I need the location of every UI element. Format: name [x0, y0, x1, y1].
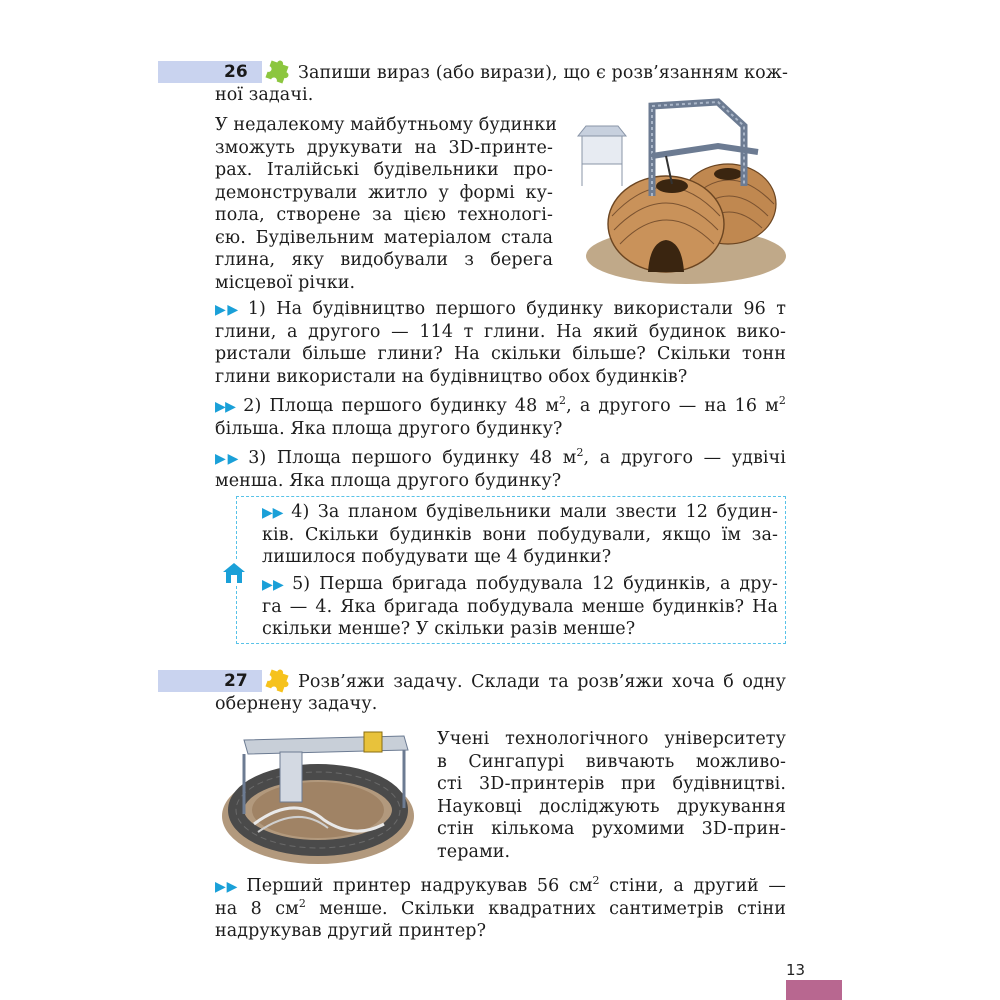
page-tab: [786, 980, 842, 1000]
problem-line: скільки менше? У скільки разів менше?: [262, 619, 636, 639]
problem-line: ристали більше глини? На скільки більше? Скільки тонн: [215, 344, 786, 364]
intro-line: місцевої річки.: [215, 272, 356, 293]
problem-line: більша. Яка площа другого будинку?: [215, 418, 563, 439]
problem-text: , а другого — удвічі: [583, 448, 786, 468]
problem-line: [215, 875, 786, 898]
problem-text: , а другого — на 16 м: [566, 396, 779, 416]
page-number: 13: [786, 961, 806, 979]
double-arrow-icon: ▶▶: [215, 879, 239, 895]
problem-line: глини, а другого — 114 т глини. На який будинок вико-: [215, 321, 786, 342]
instruction-line: ної задачі.: [215, 85, 314, 105]
task-27-instruction: [298, 671, 786, 694]
double-arrow-icon: ▶▶: [215, 451, 241, 467]
problem-line: ків. Скільки будинків вони побудували, якщо їм за-: [262, 524, 778, 545]
house-icon: [221, 560, 247, 586]
problem-text: 1) На будівництво першого будинку використали 96 т: [247, 299, 786, 319]
task-27-instruction-cont: [215, 693, 515, 716]
problem-line: глини використали на будівництво обох будинків?: [215, 366, 688, 387]
problem-text: стіни, а другий —: [599, 876, 786, 896]
task-27-intro: [437, 728, 786, 863]
double-arrow-icon: ▶▶: [262, 505, 284, 521]
task-26-intro: [215, 114, 558, 294]
task-26-problem-3: [215, 447, 786, 492]
problem-text: на 8 см: [215, 898, 299, 919]
task-26-instruction-cont: [215, 84, 515, 107]
problem-line: надрукував другий принтер?: [215, 921, 487, 941]
intro-line: рах. Італійські будівельники про-: [215, 160, 553, 180]
puzzle-piece-green-icon: [262, 57, 292, 87]
instruction-line: обернену задачу.: [215, 694, 378, 714]
intro-line: демонстрували житло у формі ку-: [215, 182, 553, 203]
intro-line: в Сингапурі вивчають можливо-: [437, 751, 786, 772]
problem-text: 3) Площа першого будинку 48 м: [248, 448, 577, 468]
intro-line: Учені технологічного університету: [437, 729, 786, 749]
task-26-problem-5: [262, 573, 778, 641]
task-27-problem: [215, 875, 786, 943]
instruction-line: Запиши вираз (або вирази), що є розв’язанням кож-: [298, 63, 789, 83]
superscript: 2: [778, 394, 786, 408]
intro-line: пола, створене за цією технологі-: [215, 205, 553, 225]
problem-line: менша. Яка площа другого будинку?: [215, 470, 562, 491]
double-arrow-icon: ▶▶: [215, 302, 240, 318]
intro-line: терами.: [437, 841, 511, 862]
intro-line: єю. Будівельним матеріалом стала: [215, 227, 553, 248]
superscript: 2: [298, 896, 306, 910]
problem-text: менше. Скільки квадратних сантиметрів стіни: [305, 898, 786, 919]
task-26-number: 26: [224, 62, 248, 82]
task-27-number: 27: [224, 671, 248, 691]
double-arrow-icon: ▶▶: [262, 577, 285, 593]
intro-line: глина, яку видобували з берега: [215, 250, 553, 270]
dome-houses-3d-printer-illustration: [568, 96, 790, 286]
superscript: 2: [576, 446, 584, 460]
intro-line: У недалекому майбутньому будинки: [215, 115, 558, 135]
task-26-problem-2: [215, 395, 786, 440]
problem-text: 2) Площа першого будинку 48 м: [243, 396, 560, 416]
problem-line: лишилося побудувати ще 4 будинки?: [262, 547, 612, 567]
superscript: 2: [592, 874, 600, 888]
task-26-instruction: [298, 62, 789, 85]
task-26-problem-4: [262, 501, 778, 569]
problem-text: 5) Перша бригада побудувала 12 будинків, а дру-: [292, 574, 778, 594]
puzzle-piece-yellow-icon: [262, 666, 292, 696]
intro-line: Науковці досліджують друкування: [437, 796, 786, 817]
left-margin: [0, 0, 158, 1000]
instruction-line: Розв’яжи задачу. Склади та розв’яжи хоча б одну: [298, 672, 786, 692]
problem-line: [262, 501, 778, 524]
problem-line: га — 4. Яка бригада побудувала менше будинків? На: [262, 596, 778, 617]
problem-text: Перший принтер надрукував 56 см: [246, 876, 593, 896]
problem-line: [262, 573, 778, 596]
intro-line: стін кількома рухомими 3D-прин-: [437, 819, 786, 839]
problem-line: [215, 395, 786, 418]
intro-line: зможуть друкувати на 3D-принте-: [215, 137, 553, 158]
double-arrow-icon: ▶▶: [215, 399, 236, 415]
problem-text: 4) За планом будівельники мали звести 12 будин-: [291, 502, 778, 522]
intro-line: сті 3D-принтерів при будівництві.: [437, 774, 786, 794]
problem-line: [215, 298, 786, 321]
problem-line: [215, 447, 786, 470]
problem-line: [215, 898, 786, 921]
superscript: 2: [559, 394, 567, 408]
task-26-problem-1: [215, 298, 786, 388]
right-margin: [842, 0, 1000, 1000]
circular-wall-3d-printer-illustration: [214, 724, 418, 866]
